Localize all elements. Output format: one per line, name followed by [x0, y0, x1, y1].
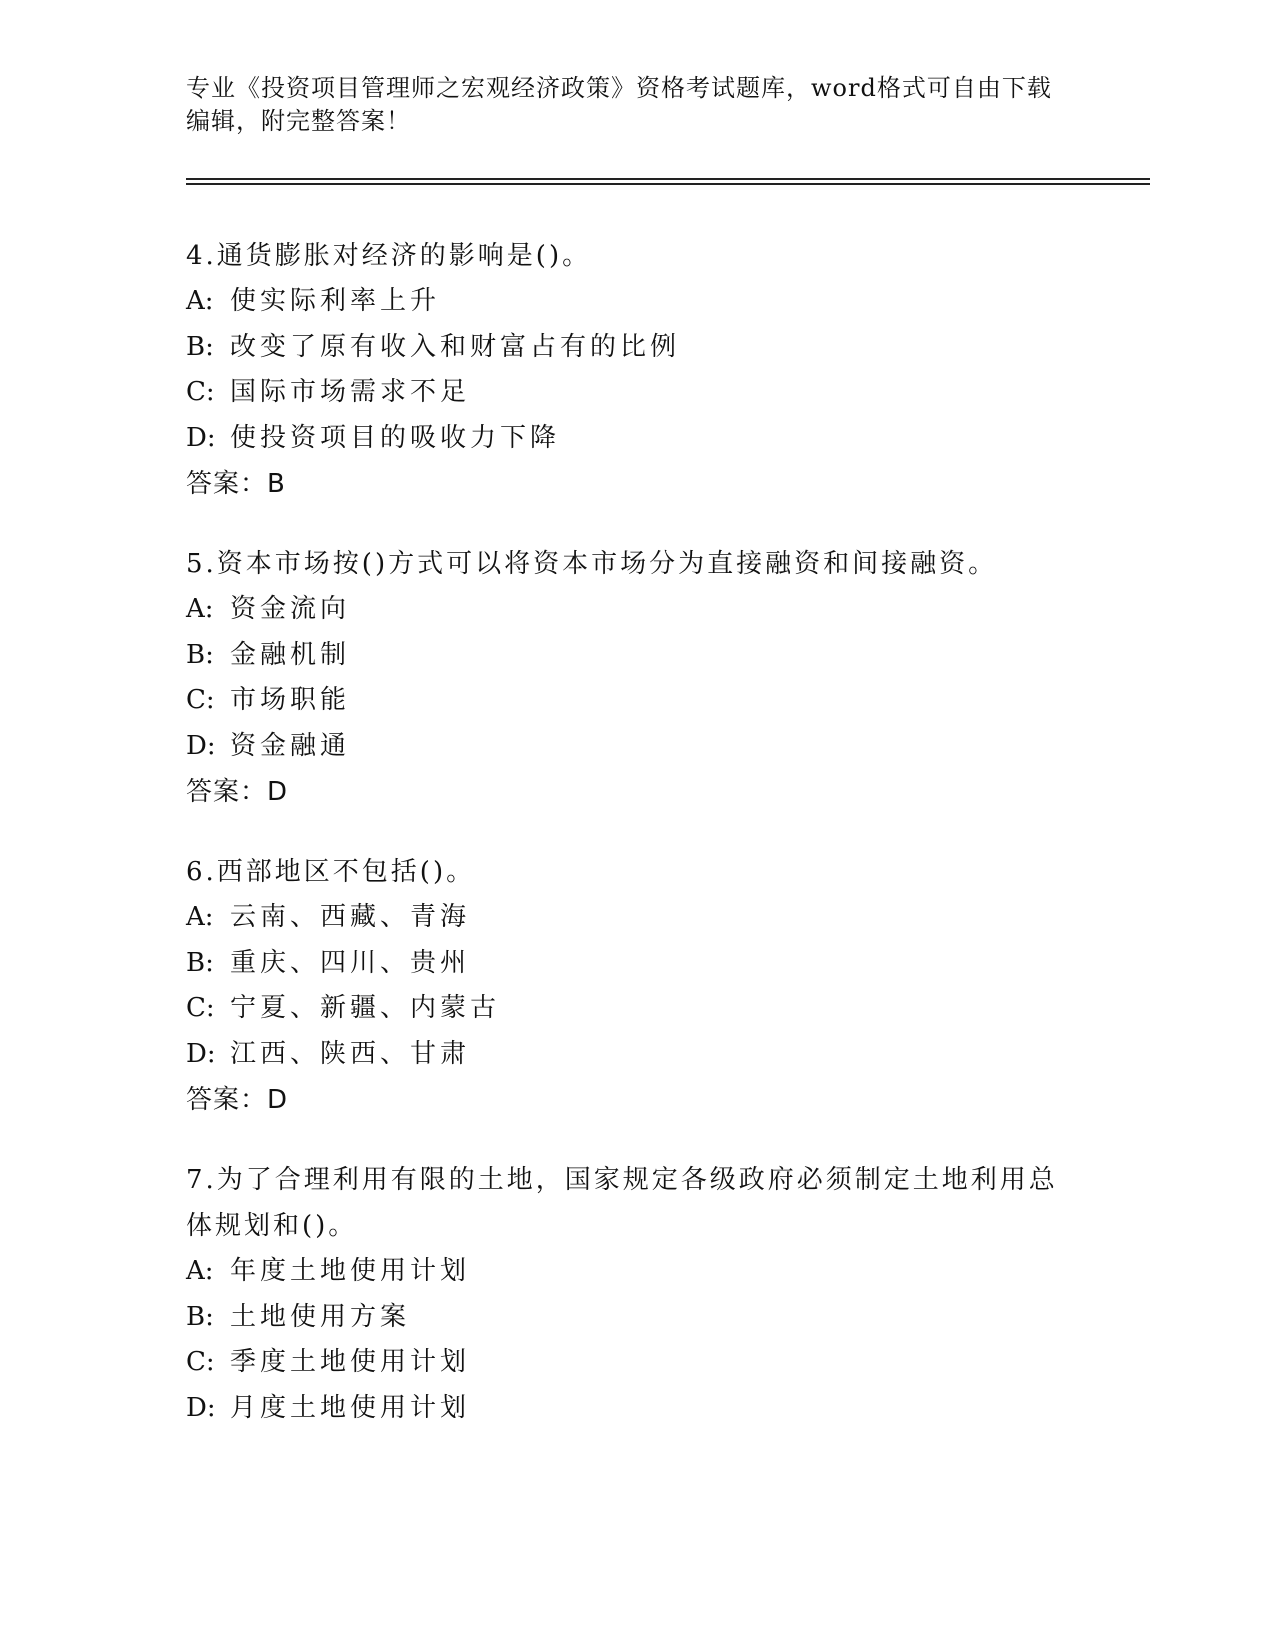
answer-label: 答案：D: [186, 1085, 289, 1115]
question-stem: 6.西部地区不包括()。: [186, 857, 476, 887]
option-b: [186, 325, 1086, 371]
option-text: 云南、西藏、青海: [230, 902, 471, 932]
option-text: 市场职能: [230, 685, 351, 715]
option-letter: B:: [186, 331, 214, 362]
option-text: 土地使用方案: [230, 1301, 411, 1332]
option-text: 使投资项目的吸收力下降: [230, 422, 561, 453]
option-letter: B:: [186, 639, 214, 670]
option-a: [186, 1249, 1086, 1295]
option-text: 月度土地使用计划: [230, 1392, 471, 1423]
option-text: 使实际利率上升: [230, 286, 441, 316]
option-letter: C:: [186, 1347, 215, 1377]
option-text: 江西、陕西、甘肃: [230, 1038, 471, 1069]
option-letter: B:: [186, 1301, 214, 1332]
question-6: [186, 849, 1086, 1123]
option-letter: B:: [186, 947, 214, 978]
option-letter: C:: [186, 685, 215, 715]
document-header: 专业《投资项目管理师之宏观经济政策》资格考试题库，word格式可自由下载编辑，附完整答案！: [186, 74, 1052, 135]
option-a: [186, 895, 1086, 941]
question-list: [186, 233, 1086, 1465]
option-d: [186, 1032, 1086, 1078]
option-text: 资金流向: [230, 594, 351, 624]
option-d: [186, 724, 1086, 770]
option-letter: D:: [186, 730, 216, 761]
option-b: [186, 633, 1086, 679]
question-4: [186, 233, 1086, 507]
question-5: [186, 541, 1086, 815]
option-c: [186, 1340, 1086, 1386]
option-text: 年度土地使用计划: [230, 1256, 471, 1286]
option-c: [186, 370, 1086, 416]
option-text: 资金融通: [230, 730, 351, 761]
header-divider-top: [186, 178, 1150, 180]
answer-label: 答案：B: [186, 469, 286, 499]
question-stem: 5.资本市场按()方式可以将资本市场分为直接融资和间接融资。: [186, 549, 998, 579]
option-c: [186, 986, 1086, 1032]
option-text: 宁夏、新疆、内蒙古: [230, 993, 501, 1023]
option-letter: D:: [186, 1038, 216, 1069]
option-d: [186, 1386, 1086, 1432]
option-b: [186, 1295, 1086, 1341]
option-text: 国际市场需求不足: [230, 377, 471, 407]
option-text: 重庆、四川、贵州: [230, 947, 471, 978]
option-a: [186, 279, 1086, 325]
question-7: [186, 1157, 1086, 1431]
option-text: 改变了原有收入和财富占有的比例: [230, 331, 681, 362]
question-stem: 7.为了合理利用有限的土地，国家规定各级政府必须制定土地利用总体规划和()。: [186, 1165, 1058, 1241]
option-letter: A:: [186, 1256, 214, 1286]
option-letter: A:: [186, 902, 214, 932]
option-letter: C:: [186, 993, 215, 1023]
option-letter: D:: [186, 1392, 216, 1423]
option-letter: C:: [186, 377, 215, 407]
option-letter: A:: [186, 286, 214, 316]
option-d: [186, 416, 1086, 462]
question-stem: 4.通货膨胀对经济的影响是()。: [186, 241, 592, 271]
answer-label: 答案：D: [186, 777, 289, 807]
option-text: 季度土地使用计划: [230, 1347, 471, 1377]
option-text: 金融机制: [230, 639, 351, 670]
option-letter: D:: [186, 422, 216, 453]
header-divider-bottom: [186, 183, 1150, 185]
option-letter: A:: [186, 594, 214, 624]
option-b: [186, 941, 1086, 987]
option-c: [186, 678, 1086, 724]
option-a: [186, 587, 1086, 633]
